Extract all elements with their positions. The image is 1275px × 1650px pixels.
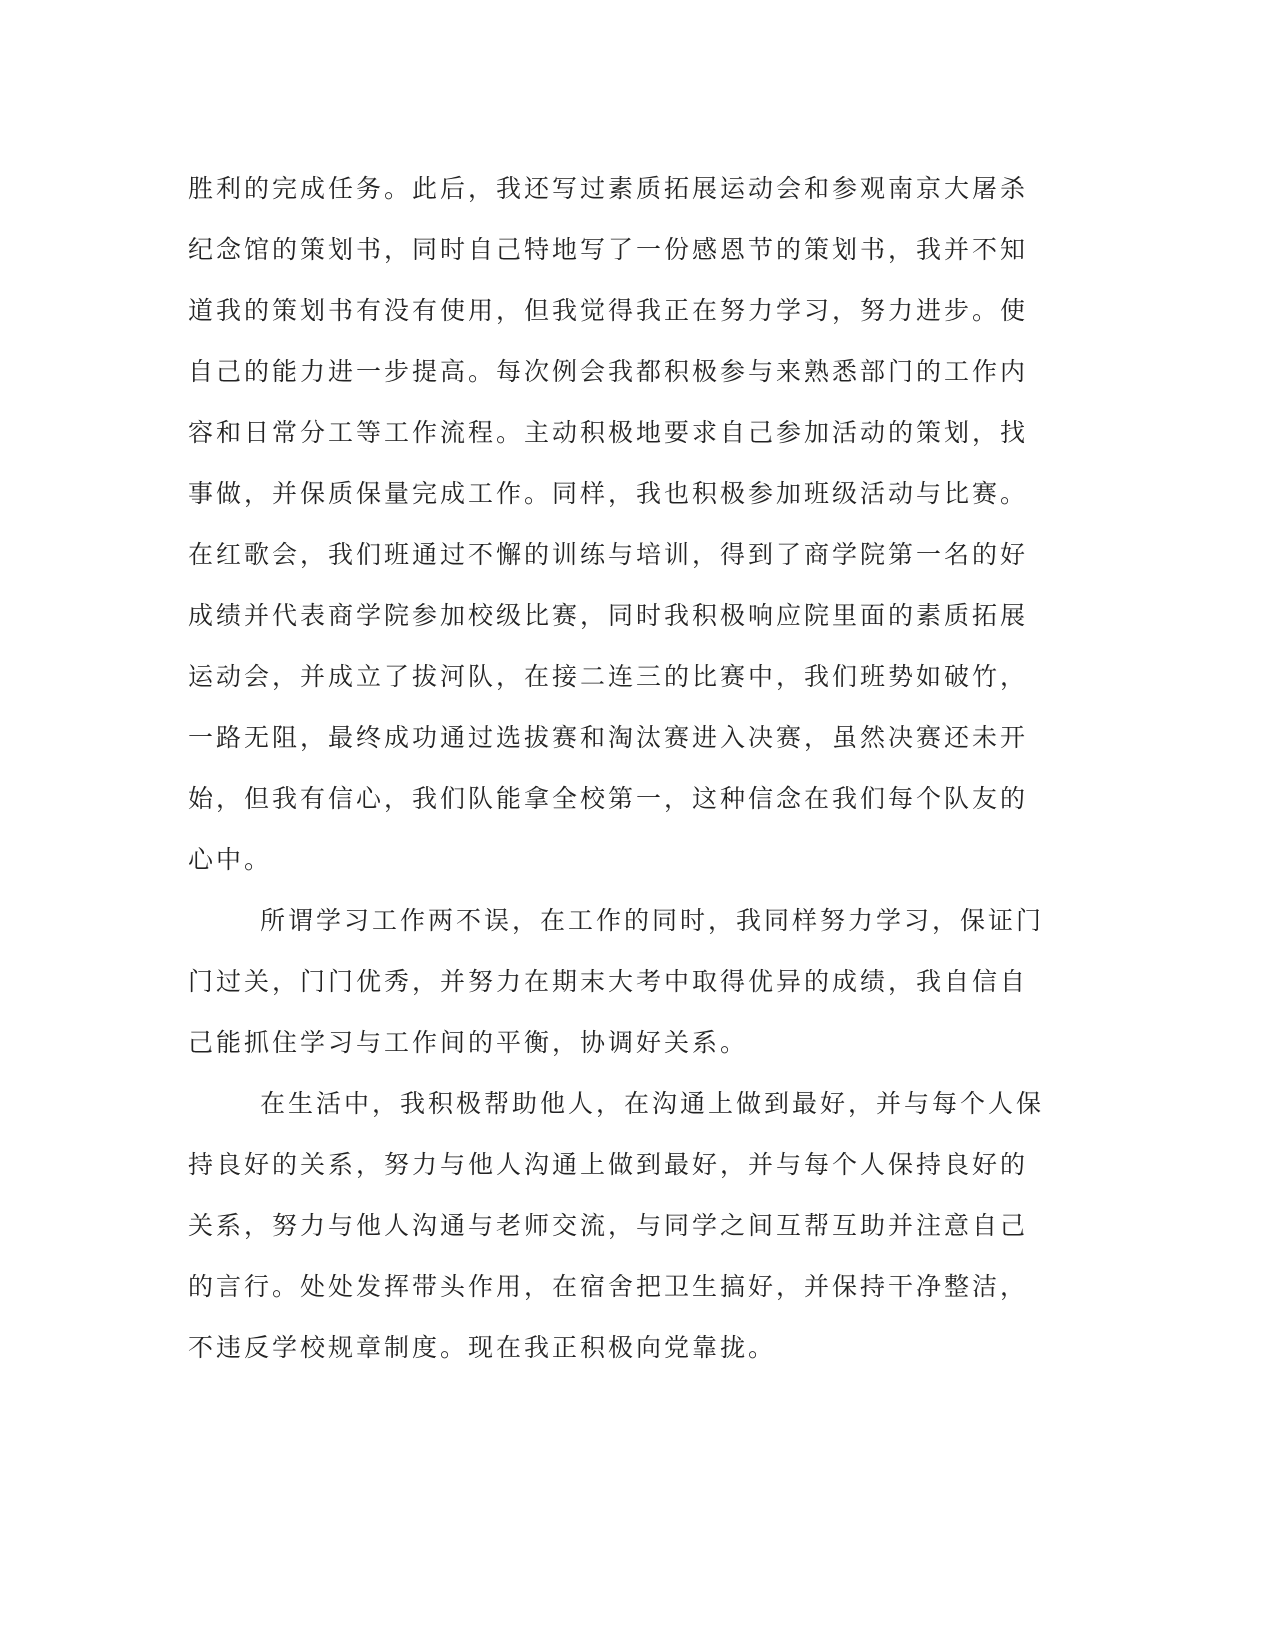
paragraph-1	[188, 158, 1068, 890]
text-line: 自己的能力进一步提高。每次例会我都积极参与来熟悉部门的工作内	[188, 357, 1029, 386]
text-line: 一路无阻，最终成功通过选拔赛和淘汰赛进入决赛，虽然决赛还未开	[188, 723, 1029, 752]
text-line: 在生活中，我积极帮助他人，在沟通上做到最好，并与每个人保	[260, 1089, 1045, 1118]
text-line: 己能抓住学习与工作间的平衡，协调好关系。	[188, 1028, 749, 1057]
paragraph-3	[188, 1073, 1068, 1378]
text-line: 所谓学习工作两不误，在工作的同时，我同样努力学习，保证门	[260, 906, 1045, 935]
text-line: 的言行。处处发挥带头作用，在宿舍把卫生搞好，并保持干净整洁，	[188, 1272, 1029, 1301]
text-line: 道我的策划书有没有使用，但我觉得我正在努力学习，努力进步。使	[188, 296, 1029, 325]
paragraph-2	[188, 890, 1068, 1073]
text-line: 纪念馆的策划书，同时自己特地写了一份感恩节的策划书，我并不知	[188, 235, 1029, 264]
text-line: 在红歌会，我们班通过不懈的训练与培训，得到了商学院第一名的好	[188, 540, 1029, 569]
text-line: 事做，并保质保量完成工作。同样，我也积极参加班级活动与比赛。	[188, 479, 1029, 508]
text-line: 始，但我有信心，我们队能拿全校第一，这种信念在我们每个队友的	[188, 784, 1029, 813]
text-line: 胜利的完成任务。此后，我还写过素质拓展运动会和参观南京大屠杀	[188, 174, 1029, 203]
text-line: 运动会，并成立了拔河队，在接二连三的比赛中，我们班势如破竹，	[188, 662, 1029, 691]
text-line: 心中。	[188, 845, 273, 874]
document-body	[188, 158, 1068, 1378]
text-line: 持良好的关系，努力与他人沟通上做到最好，并与每个人保持良好的	[188, 1150, 1029, 1179]
text-line: 门过关，门门优秀，并努力在期末大考中取得优异的成绩，我自信自	[188, 967, 1029, 996]
text-line: 容和日常分工等工作流程。主动积极地要求自己参加活动的策划，找	[188, 418, 1029, 447]
text-line: 不违反学校规章制度。现在我正积极向党靠拢。	[188, 1333, 777, 1362]
text-line: 关系，努力与他人沟通与老师交流，与同学之间互帮互助并注意自己	[188, 1211, 1029, 1240]
text-line: 成绩并代表商学院参加校级比赛，同时我积极响应院里面的素质拓展	[188, 601, 1029, 630]
